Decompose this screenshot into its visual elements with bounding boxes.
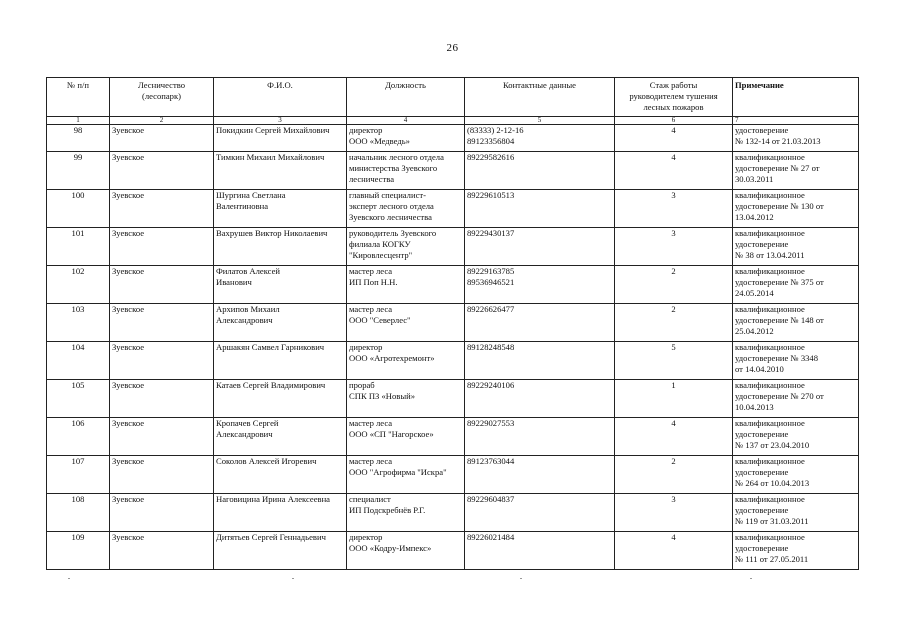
table-row <box>47 228 859 266</box>
note-cell: квалификационное удостоверение № 137 от 23.04.2010 <box>733 418 859 456</box>
contacts-cell: 89128248548 <box>465 342 615 380</box>
contacts-cell: (83333) 2-12-16 89123356804 <box>465 125 615 152</box>
experience-cell: 1 <box>615 380 733 418</box>
person-name-cell: Покидкин Сергей Михайлович <box>214 125 347 152</box>
table-row <box>47 380 859 418</box>
experience-cell: 2 <box>615 456 733 494</box>
person-name-cell: Вахрушев Виктор Николаевич <box>214 228 347 266</box>
column-number: 6 <box>615 117 733 125</box>
note-cell: квалификационное удостоверение № 130 от 13.04.2012 <box>733 190 859 228</box>
table-body <box>47 125 859 570</box>
note-cell: квалификационное удостоверение № 264 от 10.04.2013 <box>733 456 859 494</box>
contacts-cell: 89229610513 <box>465 190 615 228</box>
person-name-cell: Катаев Сергей Владимирович <box>214 380 347 418</box>
note-cell: удостоверение № 132-14 от 21.03.2013 <box>733 125 859 152</box>
row-number: 106 <box>47 418 110 456</box>
table-row <box>47 125 859 152</box>
page-number: 26 <box>446 42 459 54</box>
note-cell: квалификационное удостоверение № 38 от 13.04.2011 <box>733 228 859 266</box>
forestry-cell: Зуевское <box>110 125 214 152</box>
forestry-cell: Зуевское <box>110 532 214 570</box>
table-row <box>47 152 859 190</box>
forestry-cell: Зуевское <box>110 456 214 494</box>
table-row <box>47 304 859 342</box>
position-cell: прораб СПК ПЗ «Новый» <box>347 380 465 418</box>
header-note: Примечание <box>733 78 859 117</box>
person-name-cell: Шургина Светлана Валентиновна <box>214 190 347 228</box>
person-name-cell: Аршакян Самвел Гарникович <box>214 342 347 380</box>
experience-cell: 4 <box>615 125 733 152</box>
table-row <box>47 342 859 380</box>
row-number: 102 <box>47 266 110 304</box>
table-row <box>47 418 859 456</box>
row-number: 103 <box>47 304 110 342</box>
person-name-cell: Архипов Михаил Александрович <box>214 304 347 342</box>
position-cell: мастер леса ООО "Северлес" <box>347 304 465 342</box>
row-number: 108 <box>47 494 110 532</box>
experience-cell: 3 <box>615 190 733 228</box>
column-number: 4 <box>347 117 465 125</box>
contacts-cell: 89226021484 <box>465 532 615 570</box>
table-row <box>47 456 859 494</box>
position-cell: мастер леса ИП Поп Н.Н. <box>347 266 465 304</box>
note-cell: квалификационное удостоверение № 3348 от 14.04.2010 <box>733 342 859 380</box>
header-row <box>47 78 859 117</box>
experience-cell: 3 <box>615 228 733 266</box>
column-number: 2 <box>110 117 214 125</box>
note-cell: квалификационное удостоверение № 27 от 30.03.2011 <box>733 152 859 190</box>
position-cell: мастер леса ООО «СП "Нагорское» <box>347 418 465 456</box>
position-cell: руководитель Зуевского филиала КОГКУ "Кировлесцентр" <box>347 228 465 266</box>
experience-cell: 3 <box>615 494 733 532</box>
experience-cell: 4 <box>615 418 733 456</box>
position-cell: директор ООО «Агротехремонт» <box>347 342 465 380</box>
column-number: 5 <box>465 117 615 125</box>
forestry-cell: Зуевское <box>110 304 214 342</box>
note-cell: квалификационное удостоверение № 111 от 27.05.2011 <box>733 532 859 570</box>
position-cell: директор ООО «Кодру-Импекс» <box>347 532 465 570</box>
position-cell: мастер леса ООО "Агрофирма "Искра" <box>347 456 465 494</box>
contacts-cell: 89229240106 <box>465 380 615 418</box>
person-name-cell: Наговицина Ирина Алексеевна <box>214 494 347 532</box>
person-name-cell: Дитятьев Сергей Геннадьевич <box>214 532 347 570</box>
contacts-cell: 89229163785 89536946521 <box>465 266 615 304</box>
forestry-cell: Зуевское <box>110 228 214 266</box>
row-number: 100 <box>47 190 110 228</box>
row-number: 98 <box>47 125 110 152</box>
experience-cell: 4 <box>615 152 733 190</box>
position-cell: начальник лесного отдела министерства Зуевского лесничества <box>347 152 465 190</box>
position-cell: специалист ИП Подскребнёв Р.Г. <box>347 494 465 532</box>
header-forestry: Лесничество (лесопарк) <box>110 78 214 117</box>
contacts-cell: 89229604837 <box>465 494 615 532</box>
header-position: Должность <box>347 78 465 117</box>
row-number: 104 <box>47 342 110 380</box>
row-number: 105 <box>47 380 110 418</box>
column-number-row <box>47 117 859 125</box>
contacts-cell: 89226626477 <box>465 304 615 342</box>
note-cell: квалификационное удостоверение № 375 от 24.05.2014 <box>733 266 859 304</box>
forestry-cell: Зуевское <box>110 418 214 456</box>
person-name-cell: Филатов Алексей Иванович <box>214 266 347 304</box>
experience-cell: 2 <box>615 304 733 342</box>
header-contacts: Контактные данные <box>465 78 615 117</box>
row-number: 109 <box>47 532 110 570</box>
contacts-cell: 89229430137 <box>465 228 615 266</box>
table-row <box>47 190 859 228</box>
column-number: 7 <box>733 117 859 125</box>
person-name-cell: Тимкин Михаил Михайлович <box>214 152 347 190</box>
experience-cell: 4 <box>615 532 733 570</box>
row-number: 99 <box>47 152 110 190</box>
table-row <box>47 532 859 570</box>
person-name-cell: Соколов Алексей Игоревич <box>214 456 347 494</box>
experience-cell: 5 <box>615 342 733 380</box>
row-number: 101 <box>47 228 110 266</box>
note-cell: квалификационное удостоверение № 119 от 31.03.2011 <box>733 494 859 532</box>
person-name-cell: Кропачев Сергей Александрович <box>214 418 347 456</box>
forestry-cell: Зуевское <box>110 380 214 418</box>
note-cell: квалификационное удостоверение № 270 от 10.04.2013 <box>733 380 859 418</box>
header-num: № п/п <box>47 78 110 117</box>
forestry-cell: Зуевское <box>110 342 214 380</box>
row-number: 107 <box>47 456 110 494</box>
experience-cell: 2 <box>615 266 733 304</box>
header-name: Ф.И.О. <box>214 78 347 117</box>
position-cell: директор ООО «Медведь» <box>347 125 465 152</box>
column-number: 1 <box>47 117 110 125</box>
header-experience: Стаж работы руководителем тушения лесных пожаров <box>615 78 733 117</box>
forestry-cell: Зуевское <box>110 266 214 304</box>
contacts-cell: 89123763044 <box>465 456 615 494</box>
position-cell: главный специалист- эксперт лесного отдела Зуевского лесничества <box>347 190 465 228</box>
forestry-cell: Зуевское <box>110 152 214 190</box>
forestry-cell: Зуевское <box>110 190 214 228</box>
scan-noise-line <box>60 578 840 580</box>
fire-managers-table <box>46 77 859 570</box>
column-number: 3 <box>214 117 347 125</box>
contacts-cell: 89229027553 <box>465 418 615 456</box>
contacts-cell: 89229582616 <box>465 152 615 190</box>
table-row <box>47 494 859 532</box>
forestry-cell: Зуевское <box>110 494 214 532</box>
table-row <box>47 266 859 304</box>
note-cell: квалификационное удостоверение № 148 от 25.04.2012 <box>733 304 859 342</box>
